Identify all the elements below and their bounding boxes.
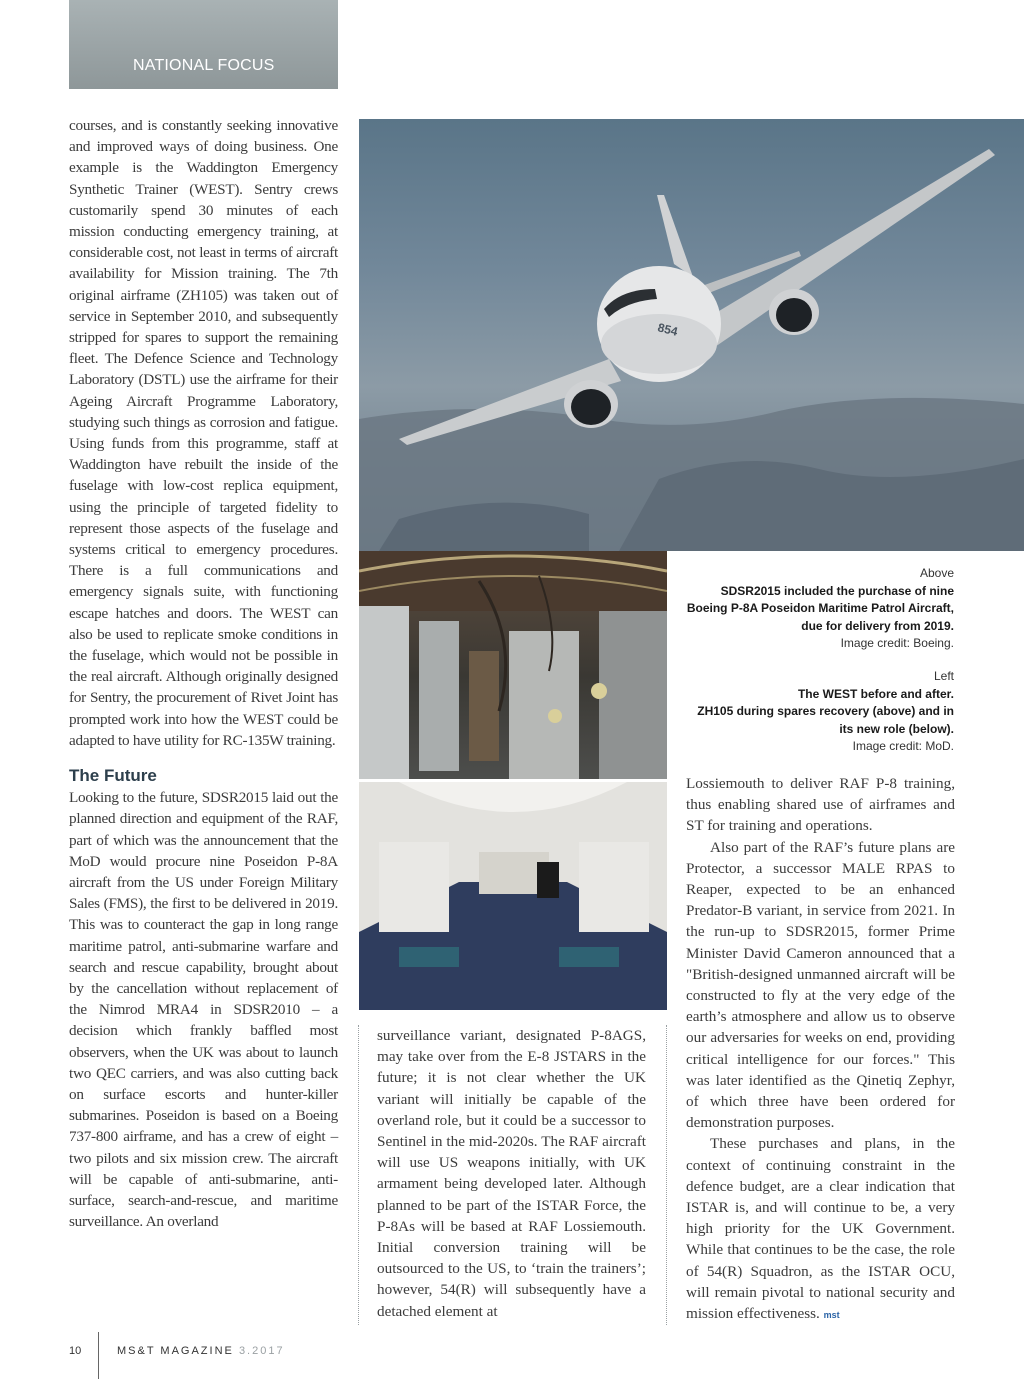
section-heading: The Future [69, 766, 157, 786]
footer-divider [98, 1332, 99, 1379]
column-divider [666, 1025, 667, 1325]
right-paragraph-3: These purchases and plans, in the context of continuing constraint in the defence budget, are a clear indication that ISTAR is, and will continue to be, a very high priority for the UK Government. While that continues to be the case, the role of 54(R) Squadron, as the ISTAR OCU, will remain pivotal to national security and mission effectiveness. [686, 1135, 955, 1323]
right-paragraph-2: Also part of the RAF’s future plans are Protector, a successor MALE RPAS to Reaper, expected to be an enhanced Predator-B variant, in service from 2021. In the run-up to SDSR2015, former Prime Minister David Cameron announced that a "British-designed unmanned aircraft will be constructed to fly at the very edge of the earth’s atmosphere and allow us to observe our adversaries for weeks on end, providing critical intelligence for our forces." This was later identified as the Qinetiq Zephyr, of which three have been ordered for demonstration purposes. [686, 838, 955, 1132]
caption-above [686, 565, 954, 653]
caption-above-text: SDSR2015 included the purchase of nine Boeing P-8A Poseidon Maritime Patrol Aircraft, due for delivery from 2019. [686, 583, 954, 633]
right-paragraph-1: Lossiemouth to deliver RAF P-8 training, thus enabling shared use of airframes and ST for training and operations. [686, 775, 955, 835]
caption-above-credit: Image credit: Boeing. [840, 636, 954, 650]
caption-left-text-2: ZH105 during spares recovery (above) and in its new role (below). [697, 704, 954, 736]
zh105-stripped-photo [359, 551, 667, 779]
caption-left [686, 668, 954, 756]
magazine-issue: 3.2017 [238, 1345, 285, 1357]
future-paragraph: Looking to the future, SDSR2015 laid out the planned direction and equipment of the RAF, part of which was the announcement that the MoD would procure nine Poseidon P-8A aircraft from the US under Foreign Military Sales (FMS), the first to be delivered in 2019. This was to counteract the gap in long range maritime patrol, anti-submarine warfare and search and rescue capability, brought about by the cancellation without replacement of the Nimrod MRA4 in SDSR2010 – a decision which frankly baffled most observers, when the UK was about to launch two QEC carriers, and was also cutting back on surface escorts and hunter-killer submarines. Poseidon is based on a Boeing 737-800 airframe, and has a crew of eight – two pilots and six mission crew. The aircraft will be capable of anti-submarine, anti-surface, search-and-rescue, and maritime surveillance. An overland [69, 789, 338, 1231]
aircraft-number: 854 [656, 320, 680, 339]
west-trainer-photo [359, 782, 667, 1010]
magazine-name: MS&T MAGAZINE [117, 1345, 234, 1357]
end-mark-logo: mst [823, 1310, 840, 1321]
caption-left-label: Left [933, 669, 954, 683]
column-divider [358, 1025, 359, 1325]
page-number: 10 [69, 1345, 82, 1357]
section-label: NATIONAL FOCUS [133, 57, 275, 74]
intro-paragraph: courses, and is constantly seeking innovative and improved ways of doing business. One example is the Waddington Emergency Synthetic Trainer (WEST). Sentry crews customarily spend 30 minutes of each mission conducting emergency training, at considerable cost, not least in terms of aircraft availability for Mission training. The 7th original airframe (ZH105) was taken out of service in September 2010, and subsequently stripped for spares to support the remaining fleet. The Defence Science and Technology Laboratory (DSTL) use the airframe for their Ageing Aircraft Programme Laboratory, studying such things as corrosion and fatigue. Using funds from this programme, staff at Waddington have rebuilt the inside of the fuselage with low-cost replica equipment, using the principle of targeted fidelity to represent those aspects of the fuselage and systems critical to emergency procedures. There is a full communications and emergency signals suite, with functioning escape hatches and doors. The WEST can also be used to replicate smoke conditions in the fuselage, which would not be possible in the real aircraft. Although originally designed for Sentry, the procurement of Rivet Joint has prompted work into how the WEST could be adapted to have utility for RC-135W training. [69, 117, 338, 749]
caption-left-text-1: The WEST before and after. [797, 686, 954, 701]
middle-column [377, 1025, 646, 1322]
right-column [686, 773, 955, 1326]
section-tab [69, 0, 338, 89]
caption-above-label: Above [919, 566, 954, 580]
p8-poseidon-photo [359, 119, 1024, 551]
magazine-footer [117, 1345, 285, 1357]
middle-paragraph: surveillance variant, designated P-8AGS, may take over from the E-8 JSTARS in the future; it is not clear whether the UK variant will initially be capable of the overland role, but it could be a successor to Sentinel in the mid-2020s. The RAF aircraft will use US weapons initially, with UK armament being developed later. Although planned to be part of the ISTAR Force, the P-8As will be based at RAF Lossiemouth. Initial conversion training will be outsourced to the US, to ‘train the trainers’; however, 54(R) will subsequently have a detached element at [377, 1027, 646, 1320]
left-column [69, 115, 338, 1232]
caption-left-credit: Image credit: MoD. [852, 739, 954, 753]
